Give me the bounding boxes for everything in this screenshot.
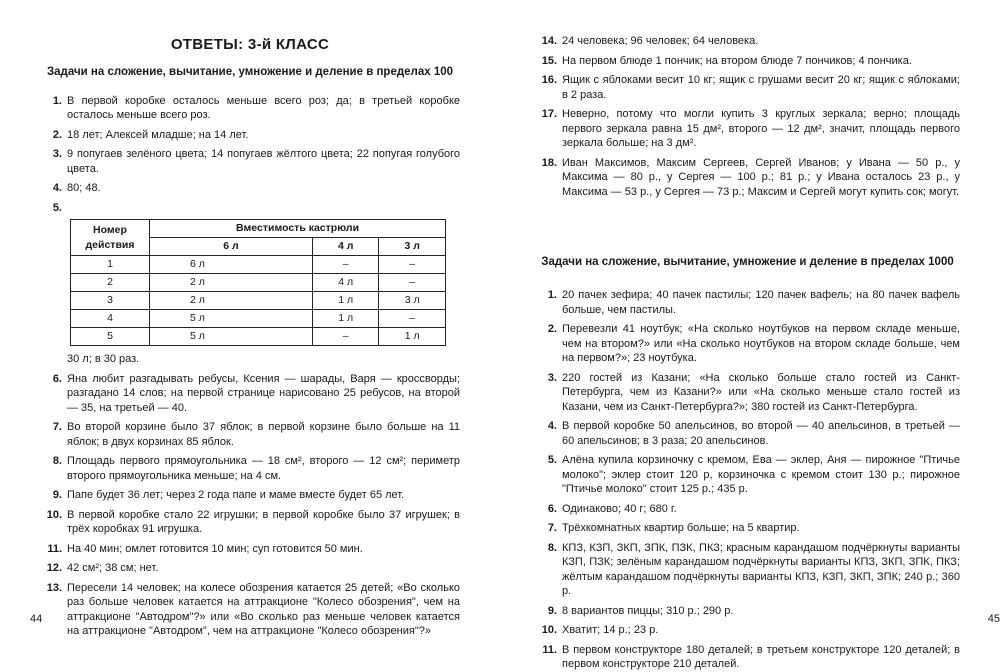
answer-text: Одинаково; 40 г; 680 г. [562, 502, 677, 515]
table-cell: – [379, 256, 446, 274]
answer-list [535, 288, 960, 672]
answer-text: 18 лет; Алексей младше; на 14 лет. [67, 128, 249, 141]
answer-number: 1. [52, 94, 62, 107]
answer-item [40, 372, 460, 416]
answer-item [535, 541, 960, 599]
answer-number: 3. [52, 148, 62, 160]
answer-text: Во второй корзине было 37 яблок; в первой корзине было больше на 11 яблок; в двух корзинах 85 яблок. [67, 421, 460, 448]
answer-item [40, 181, 460, 196]
answer-item [40, 94, 460, 123]
table-row [71, 328, 446, 346]
answer-number: 4. [52, 182, 62, 194]
answer-item [535, 643, 960, 672]
answer-text: Папе будет 36 лет; через 2 года папе и маме вместе будет 65 лет. [67, 489, 405, 501]
page-number: 44 [30, 612, 43, 625]
table-cell: 1 л [312, 310, 378, 328]
table-cell: 4 л [312, 274, 378, 292]
answer-item [40, 488, 460, 503]
answer-number: 2. [547, 323, 557, 335]
table-cell: 4 [71, 310, 150, 328]
answer-number: 16. [541, 74, 557, 86]
table-cell: 2 л [150, 274, 313, 292]
answer-number: 14. [541, 35, 557, 47]
answer-text: 24 человека; 96 человек; 64 человека. [562, 35, 759, 47]
answer-text: 20 пачек зефира; 40 пачек пастилы; 120 пачек вафель; на 80 пачек вафель больше, чем пастилы. [562, 289, 960, 316]
table-header-action: Номер действия [71, 220, 150, 256]
answer-text: Трёхкомнатных квартир больше; на 5 квартир. [562, 522, 800, 534]
table-row [71, 292, 446, 310]
answer-number: 6. [547, 502, 557, 515]
answer-text: Неверно, потому что могли купить 3 круглых зеркала; верно; площадь первого зеркала равна 15 дм², второго — 12 дм², значит, площадь первого зеркала больше; на 3 дм². [562, 108, 960, 149]
answer-number: 11. [47, 542, 62, 555]
answer-number: 11. [542, 643, 557, 656]
table-cell: 3 л [379, 292, 446, 310]
answer-text [67, 201, 460, 216]
answer-number: 12. [46, 562, 62, 574]
answer-item [535, 322, 960, 366]
answer-number: 4. [547, 420, 557, 432]
answer-number: 5. [52, 201, 62, 214]
answer-text: Ящик с яблоками весит 10 кг; ящик с грушами весит 20 кг; ящик с яблоками; в 2 раза. [562, 74, 960, 101]
answer-number: 5. [547, 454, 557, 466]
answer-text: На 40 мин; омлет готовится 10 мин; суп готовится 50 мин. [67, 542, 363, 555]
answer-text: В первой коробке 50 апельсинов, во второй — 40 апельсинов, в третьей — 60 апельсинов; в 3 раза; 20 апельсинов. [562, 420, 960, 447]
answer-text: КПЗ, КЗП, ЗКП, ЗПК, ПЗК, ПКЗ; красным карандашом подчёркнуты варианты КЗП, ПЗК; зелёным карандашом подчёркнуты варианты КПЗ, ЗКП, ЗПК, ПКЗ; жёлтым карандашом подчёркнуты варианты КПЗ, КЗП, ЗКП, ЗПК; 240 р.; 360 р. [562, 541, 960, 597]
section-title: Задачи на сложение, вычитание, умножение и деление в пределах 100 [46, 65, 454, 78]
answer-item [535, 288, 960, 317]
answer-text: Хватит; 14 р.; 23 р. [562, 624, 659, 636]
table-row [71, 310, 446, 328]
answer-item [40, 201, 460, 216]
answer-number: 9. [547, 604, 557, 617]
table-cell: 2 л [150, 292, 313, 310]
table-header-capacity: Вместимость кастрюли [150, 220, 446, 238]
section-title: Задачи на сложение, вычитание, умножение и деление в пределах 1000 [541, 256, 954, 268]
answer-number: 18. [541, 156, 557, 169]
answer-number: 10. [46, 508, 62, 521]
answer-item [40, 128, 460, 143]
answer-item [535, 107, 960, 151]
page-number: 45 [987, 612, 1000, 625]
answer-text: 9 попугаев зелёного цвета; 14 попугаев жёлтого цвета; 22 попугая голубого цвета. [67, 148, 460, 175]
answer-item [40, 508, 460, 537]
answer-number: 7. [52, 421, 62, 433]
answer-item [40, 454, 460, 483]
table-row [71, 256, 446, 274]
answer-number: 1. [547, 289, 557, 301]
table-cell: 5 л [150, 328, 313, 346]
answer-number: 17. [541, 108, 557, 120]
table-cell: – [379, 310, 446, 328]
table-cell: 5 л [150, 310, 313, 328]
answer-text: Пересели 14 человек; на колесе обозрения катается 25 детей; «Во сколько раз больше человек катается на аттракционе "Колесо обозрения", чем на аттракционе "Автодром"?» или «Во сколько раз меньше человек катается на аттракционе "Автодром", чем на аттракционе "Колесо обозрения"?» [67, 581, 460, 637]
answer-text: В первом конструкторе 180 деталей; в третьем конструкторе 120 деталей; в первом конструкторе 210 деталей. [562, 643, 960, 670]
answer-text: 80; 48. [67, 182, 101, 194]
answer-item [535, 371, 960, 415]
answer-number: 7. [547, 522, 557, 534]
answer-text: Яна любит разгадывать ребусы, Ксения — шарады, Варя — кроссворды; разгадано 14 слов; на первой странице нарисовано 25 ребусов, на второй — 35, на третьей — 40. [67, 372, 460, 414]
table-cell: – [312, 328, 378, 346]
table-cell: 5 [71, 328, 150, 346]
answer-text: 8 вариантов пиццы; 310 р.; 290 р. [562, 604, 734, 617]
answer-number: 6. [52, 372, 62, 385]
right-page [535, 0, 1000, 670]
answer-item [535, 156, 960, 200]
table-cell: 3 [71, 292, 150, 310]
table-cell: 1 л [379, 328, 446, 346]
table-answer: 30 л; в 30 раз. [67, 353, 140, 365]
table-cell: 6 л [150, 256, 313, 274]
table-cell: – [312, 256, 378, 274]
table-row [71, 274, 446, 292]
table-cell: 1 [71, 256, 150, 274]
answer-text: Иван Максимов, Максим Сергеев, Сергей Иванов; у Ивана — 50 р., у Максима — 80 р., у Сергея — 100 р.; 81 р.; у Ивана осталось 23 р., у Максима — 53 р., у Сергея — 73 р.; Максим и Сергей могут купить сок; могут. [562, 156, 960, 198]
answer-text: В первой коробке стало 22 игрушки; в первой коробке было 37 игрушек; в трёх коробках 91 игрушка. [67, 508, 460, 535]
answer-text: В первой коробке осталось меньше всего роз; да; в третьей коробке осталось меньше всего роз. [67, 94, 460, 121]
table-cell: 2 [71, 274, 150, 292]
answer-item [535, 623, 960, 638]
answer-item [535, 604, 960, 619]
answer-item [535, 502, 960, 517]
table-col-header: 3 л [379, 238, 446, 256]
answer-item [535, 521, 960, 536]
answer-text: Алёна купила корзиночку с кремом, Ева — эклер, Аня — пирожное "Птичье молоко"; эклер стоит 120 р, корзиночка с кремом стоит 130 р.; пирожное "Птичье молоко" стоит 125 р.; 435 р. [562, 454, 960, 495]
answer-list [40, 94, 460, 216]
answer-number: 10. [541, 624, 557, 636]
answer-number: 8. [52, 455, 62, 467]
answer-text: 220 гостей из Казани; «На сколько больше стало гостей из Санкт-Петербурга, чем из Казани?» или «На сколько меньше стало гостей из Казани, чем из Санкт-Петербурга?»; 380 гостей из Санкт-Петербурга. [562, 371, 960, 413]
answer-number: 13. [46, 581, 62, 594]
answer-text: На первом блюде 1 пончик; на втором блюде 7 пончиков; 4 пончика. [562, 54, 912, 67]
answer-number: 15. [541, 54, 557, 67]
answer-list [40, 372, 460, 639]
answer-item [535, 34, 960, 49]
table-col-header: 4 л [312, 238, 378, 256]
answer-item [535, 419, 960, 448]
answer-item [40, 542, 460, 557]
answer-list [535, 34, 960, 199]
answer-item [535, 73, 960, 102]
table-cell: – [379, 274, 446, 292]
answer-text: 42 см²; 38 см; нет. [67, 562, 159, 574]
answer-number: 8. [547, 541, 557, 554]
table-col-header: 6 л [150, 238, 313, 256]
left-page [30, 0, 460, 648]
answer-number: 3. [547, 371, 557, 384]
answer-text: Площадь первого прямоугольника — 18 см², второго — 12 см²; периметр второго прямоугольника меньше; на 4 см. [67, 455, 460, 482]
pot-capacity-table [70, 219, 446, 346]
answer-number: 9. [52, 489, 62, 501]
answer-item [40, 147, 460, 176]
answer-item [535, 453, 960, 497]
answer-item [40, 420, 460, 449]
answer-text: Перевезли 41 ноутбук; «На сколько ноутбуков на первом складе меньше, чем на втором?» или «На сколько ноутбуков на втором складе больше, чем на первом?»; 23 ноутбука. [562, 323, 960, 364]
table-cell: 1 л [312, 292, 378, 310]
answer-item [40, 561, 460, 576]
answer-item [535, 54, 960, 69]
answer-item [40, 581, 460, 639]
page-title: ОТВЕТЫ: 3-й КЛАСС [170, 36, 330, 53]
answer-number: 2. [52, 128, 62, 141]
